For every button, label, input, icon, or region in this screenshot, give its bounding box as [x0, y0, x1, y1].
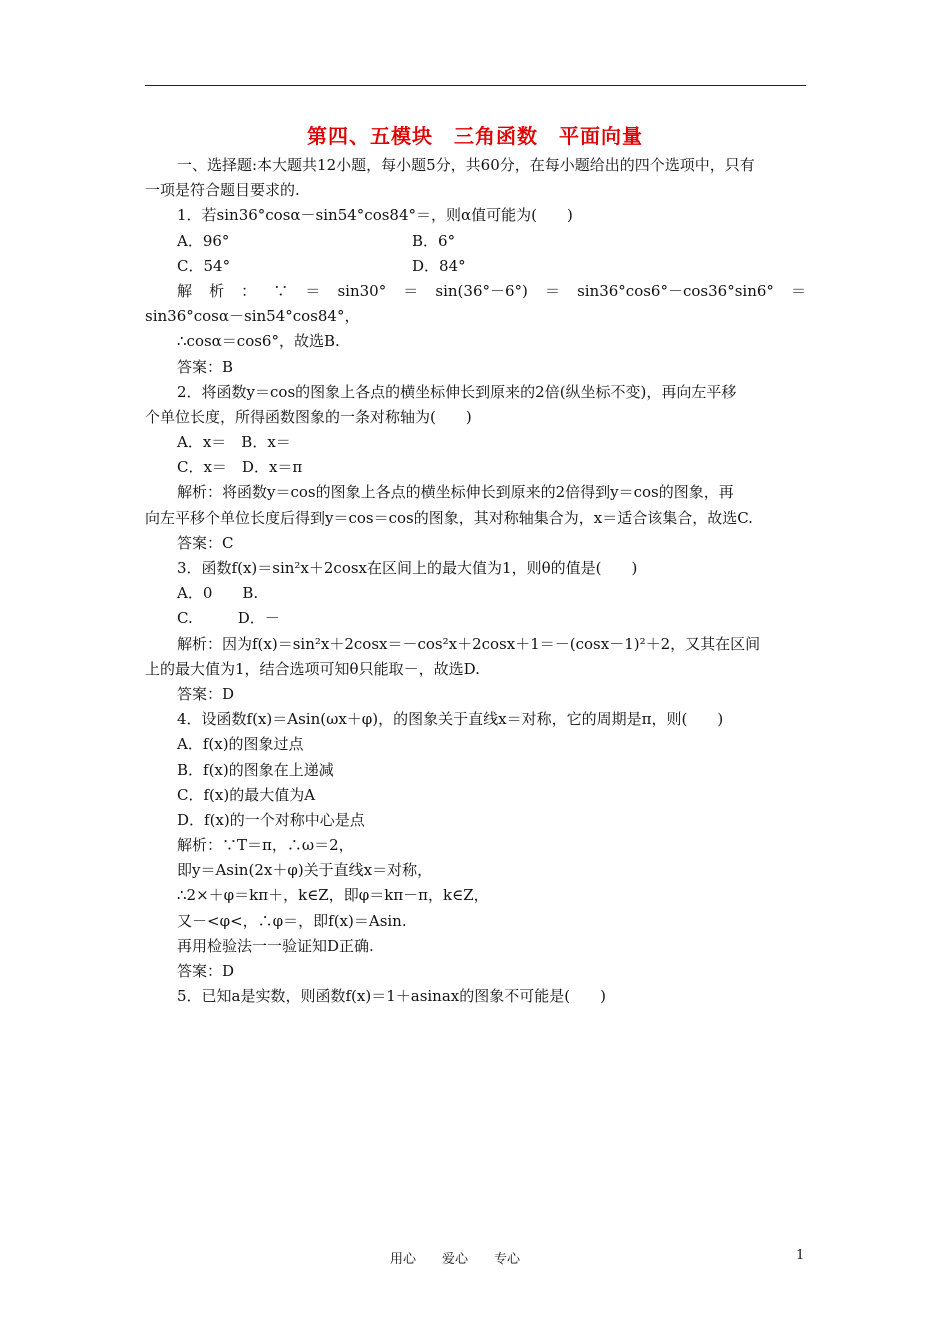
analysis-3-line-2: 上的最大值为1，结合选项可知θ只能取－，故选D. [145, 659, 480, 678]
intro-line-2: 一项是符合题目要求的. [145, 181, 300, 200]
question-2-options-cd: C．x＝ D．x＝π [177, 458, 303, 477]
question-4-option-b: B．f(x)的图象在上递减 [177, 760, 334, 779]
analysis-3-line-1: 解析：因为f(x)＝sin²x＋2cosx＝－cos²x＋2cosx＋1＝－(cosx－1)²＋2，又其在区间 [177, 634, 761, 653]
page-title: 第四、五模块 三角函数 平面向量 [307, 124, 643, 148]
question-1-options-ab [145, 229, 806, 254]
answer-4: 答案：D [177, 962, 235, 980]
question-4-option-a: A．f(x)的图象过点 [177, 735, 304, 754]
q1-option-d: D．84° [412, 256, 466, 275]
analysis-2-line-1: 解析：将函数y＝cos的图象上各点的横坐标伸长到原来的2倍得到y＝cos的图象，再 [177, 483, 734, 502]
footer-motto: 用心 爱心 专心 [390, 1252, 521, 1267]
header-rule [145, 85, 806, 86]
analysis-4-line-1: 解析：∵T＝π，∴ω＝2， [177, 836, 354, 855]
analysis-4-line-5: 再用检验法一一验证知D正确. [177, 936, 374, 955]
page-number: 1 [796, 1248, 805, 1263]
analysis-2-line-2: 向左平移个单位长度后得到y＝cos＝cos的图象，其对称轴集合为，x＝适合该集合，故选C. [145, 508, 753, 527]
analysis-4-line-4: 又－<φ<，∴φ＝，即f(x)＝Asin. [177, 911, 407, 930]
question-2-line-2: 个单位长度，所得函数图象的一条对称轴为( ) [145, 407, 472, 426]
page-footer [0, 1248, 950, 1268]
question-3: 3．函数f(x)＝sin²x＋2cosx在区间上的最大值为1，则θ的值是( ) [177, 559, 638, 577]
question-4: 4．设函数f(x)＝Asin(ωx＋φ)，的图象关于直线x＝对称，它的周期是π，则( ) [177, 710, 724, 729]
q1-option-a: A．96° [177, 231, 230, 250]
answer-1: 答案：B [177, 357, 234, 376]
intro-line-1: 一、选择题:本大题共12小题，每小题5分，共60分，在每小题给出的四个选项中，只有 [177, 156, 755, 174]
question-4-option-d: D．f(x)的一个对称中心是点 [177, 810, 365, 829]
question-1: 1．若sin36°cosα－sin54°cos84°＝，则α值可能为( ) [177, 206, 573, 225]
question-5: 5．已知a是实数，则函数f(x)＝1＋asinax的图象不可能是( ) [177, 987, 606, 1006]
question-1-options-cd [145, 254, 806, 279]
analysis-1-line-1: 解析：∵＝sin30°＝sin(36°－6°)＝sin36°cos6°－cos36°sin6°＝ [177, 281, 806, 300]
question-2-line-1: 2．将函数y＝cos的图象上各点的横坐标伸长到原来的2倍(纵坐标不变)，再向左平移 [177, 382, 737, 401]
question-4-option-c: C．f(x)的最大值为A [177, 785, 316, 804]
answer-2: 答案：C [177, 533, 234, 552]
analysis-4-line-3: ∴2×＋φ＝kπ＋，k∈Z，即φ＝kπ－π，k∈Z， [177, 886, 489, 905]
question-2-options-ab: A．x＝ B．x＝ [177, 433, 291, 452]
document-body [145, 153, 806, 1009]
analysis-1-line-3: ∴cosα＝cos6°，故选B. [177, 332, 340, 351]
analysis-4-line-2: 即y＝Asin(2x＋φ)关于直线x＝对称， [177, 861, 433, 880]
question-3-options-cd: C. D．－ [177, 609, 280, 628]
question-3-options-ab: A．0 B. [177, 584, 259, 603]
q1-option-b: B．6° [412, 231, 456, 250]
q1-option-c: C．54° [177, 256, 231, 275]
answer-3: 答案：D [177, 684, 235, 703]
analysis-1-line-2: sin36°cosα－sin54°cos84°， [145, 307, 360, 326]
